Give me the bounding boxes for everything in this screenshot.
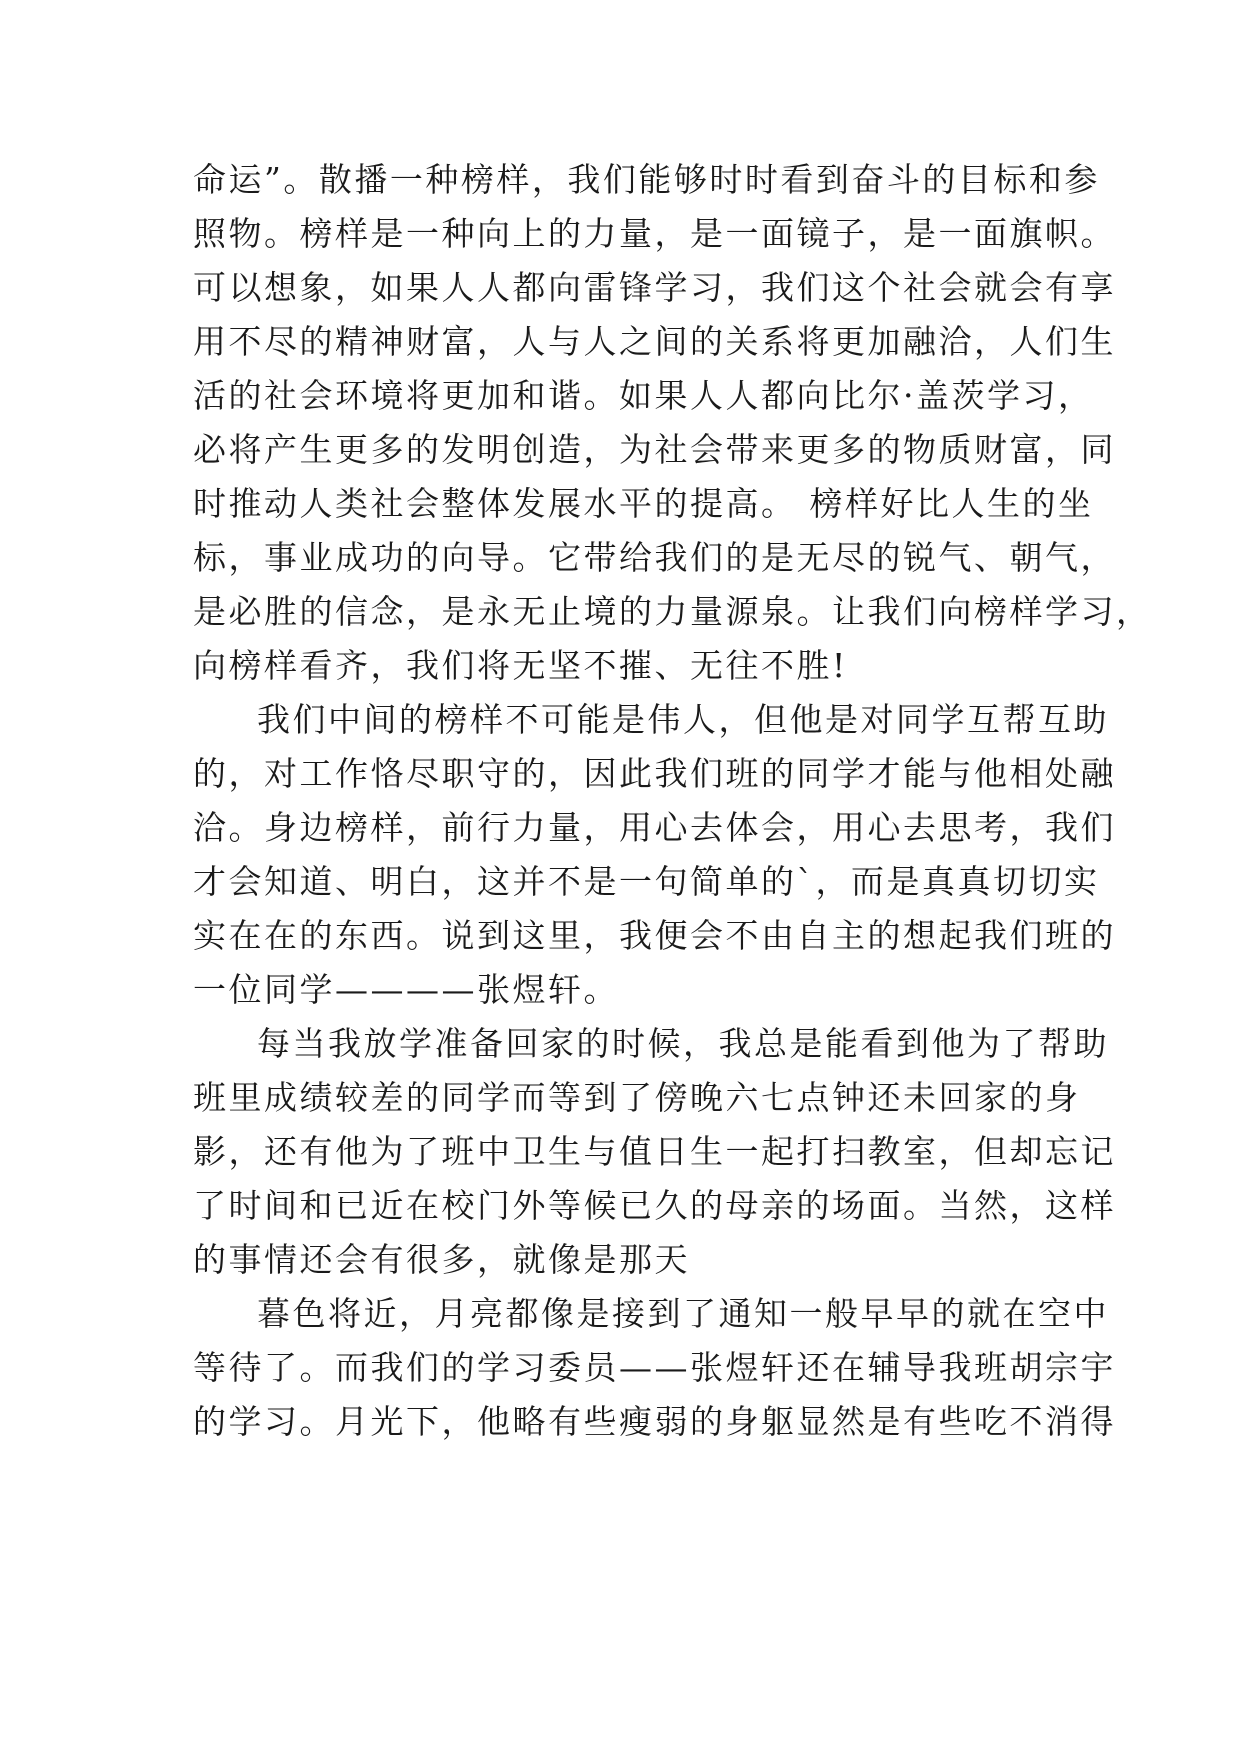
text-line: 的事情还会有很多，就像是那天: [193, 1240, 690, 1279]
paragraph-first-line: 每当我放学准备回家的时候，我总是能看到他为了帮助: [257, 1024, 1109, 1063]
text-line: 了时间和已近在校门外等候已久的母亲的场面。当然，这样: [193, 1186, 1116, 1225]
text-line: 命运”。散播一种榜样，我们能够时时看到奋斗的目标和参: [193, 160, 1100, 199]
text-line: 一位同学————张煜轩。: [193, 970, 619, 1009]
text-line: 的学习。月光下，他略有些瘦弱的身躯显然是有些吃不消得: [193, 1402, 1116, 1441]
text-line: 班里成绩较差的同学而等到了傍晚六七点钟还未回家的身: [193, 1078, 1081, 1117]
text-line: 向榜样看齐，我们将无坚不摧、无往不胜!: [193, 646, 848, 685]
text-line: 是必胜的信念，是永无止境的力量源泉。让我们向榜样学习，: [193, 592, 1152, 631]
text-line: 用不尽的精神财富，人与人之间的关系将更加融洽，人们生: [193, 322, 1116, 361]
text-line: 必将产生更多的发明创造，为社会带来更多的物质财富，同: [193, 430, 1116, 469]
text-line: 洽。身边榜样，前行力量，用心去体会，用心去思考，我们: [193, 808, 1116, 847]
text-line: 照物。榜样是一种向上的力量，是一面镜子，是一面旗帜。: [193, 214, 1116, 253]
text-line: 活的社会环境将更加和谐。如果人人都向比尔·盖茨学习，: [193, 376, 1094, 415]
text-line: 实在在的东西。说到这里，我便会不由自主的想起我们班的: [193, 916, 1116, 955]
text-line: 标，事业成功的向导。它带给我们的是无尽的锐气、朝气，: [193, 538, 1116, 577]
paragraph-first-line: 我们中间的榜样不可能是伟人，但他是对同学互帮互助: [257, 700, 1109, 739]
text-line: 时推动人类社会整体发展水平的提高。 榜样好比人生的坐: [193, 484, 1094, 523]
text-line: 可以想象，如果人人都向雷锋学习，我们这个社会就会有享: [193, 268, 1116, 307]
text-line: 影，还有他为了班中卫生与值日生一起打扫教室，但却忘记: [193, 1132, 1116, 1171]
text-line: 才会知道、明白，这并不是一句简单的`，而是真真切切实: [193, 862, 1100, 901]
text-line: 等待了。而我们的学习委员——张煜轩还在辅导我班胡宗宇: [193, 1348, 1116, 1387]
text-line: 的，对工作恪尽职守的，因此我们班的同学才能与他相处融: [193, 754, 1116, 793]
paragraph-first-line: 暮色将近，月亮都像是接到了通知一般早早的就在空中: [257, 1294, 1109, 1333]
